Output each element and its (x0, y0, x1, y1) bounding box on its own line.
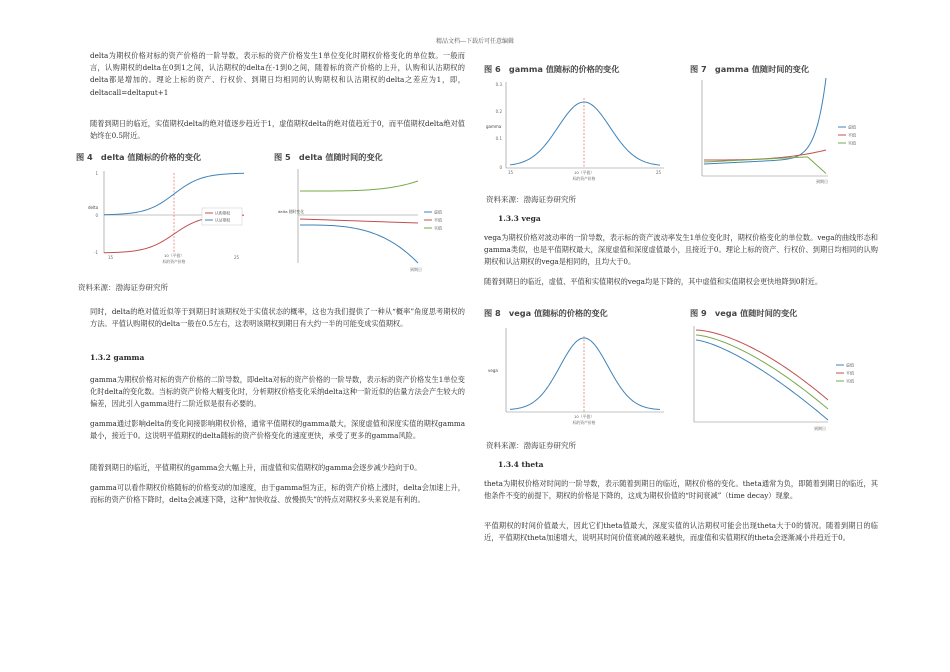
paragraph-gamma-expiry: 随着到期日的临近，平值期权的gamma会大幅上升，而虚值和实值期权的gamma会逐步减少趋向于0。 (90, 463, 422, 472)
center-label: 10（平值） (573, 414, 595, 419)
figure-9-title: 图 9 vega 值随时间的变化 (690, 308, 798, 318)
gamma-curve (510, 102, 660, 165)
source-note: 资料来源：渤海证券研究所 (486, 195, 576, 204)
x-axis-label: 标的资产价格 (572, 420, 596, 425)
paragraph-delta-definition: delta为期权价格对标的资产价格的一阶导数，表示标的资产价格发生1单位变化时期权价格变化的单位数。一般而言，认购期权的delta在0到1之间，认沽期权的delta在-1到0之间，随着标的资产价格的上升，认购和认沽期权的delta都是增加的。理论上标的资产、行权价、到期日均相同的认购期权和认沽期权的delta之差应为1，即，deltacall=deltaput+1 (90, 51, 465, 97)
section-heading-gamma: 1.3.2 gamma (90, 353, 145, 362)
x-tick: 25 (656, 170, 662, 175)
vega-curve (510, 338, 660, 410)
legend-label: 平值 (846, 370, 854, 376)
figure-9-chart (688, 322, 878, 434)
y-axis-label: delta 随时变化 (278, 209, 305, 214)
legend-label: 虚值 (434, 209, 442, 215)
y-tick: 0.2 (495, 109, 502, 114)
x-axis-label: 到期日 (410, 267, 422, 272)
y-tick: 0 (95, 213, 98, 218)
y-tick: 1 (95, 171, 98, 176)
atm-vega-curve (696, 330, 828, 400)
legend-label: 平值 (434, 217, 442, 223)
paragraph-delta-probability: 同时，delta的绝对值近似等于到期日时该期权处于实值状态的概率，这也为我们提供了一种从“概率”角度思考期权的方法。平值认购期权的delta一般在0.5左右，这表明该期权到期日有大约一半的可能变成实值期权。 (90, 307, 465, 329)
figure-7-chart (688, 76, 878, 186)
paragraph-vega-expiry: 随着到期日的临近，虚值、平值和实值期权的vega均是下降的，其中虚值和实值期权会更快地降到0附近。 (484, 277, 823, 286)
section-heading-theta: 1.3.4 theta (498, 460, 544, 469)
paragraph-theta-atm: 平值期权的时间价值最大，因此它们theta值最大，深度实值的认沽期权可能会出现theta大于0的情况。随着到期日的临近，平值期权theta加速增大，说明其时间价值衰减的越来越快，而虚值和实值期权的theta会逐渐减小并趋近于0。 (484, 521, 878, 543)
legend-label: 虚值 (846, 362, 854, 368)
center-label: 10（平值） (163, 253, 185, 258)
paragraph-delta-expiry: 随着到期日的临近，实值期权delta的绝对值逐步趋近于1，虚值期权delta的绝对值趋近于0，而平值期权delta绝对值始终在0.5附近。 (90, 119, 465, 141)
y-tick: 0.3 (495, 82, 502, 87)
otm-delta-curve (300, 225, 418, 263)
x-axis-label: 到期日 (816, 179, 828, 184)
figure-8-chart (484, 322, 680, 428)
x-tick: 15 (508, 170, 514, 175)
paragraph-gamma-atm: gamma通过影响delta的变化间接影响期权价格，通常平值期权的gamma最大，深度虚值和深度实值的期权gamma最小，接近于0。这说明平值期权的delta随标的资产价格变化的速度更快，承受了更多的gamma风险。 (90, 419, 465, 441)
y-axis-label: delta (88, 205, 99, 210)
figure-7-title: 图 7 gamma 值随时间的变化 (690, 64, 810, 74)
figure-8-title: 图 8 vega 值随标的价格的变化 (484, 308, 608, 318)
legend-label: 虚值 (848, 124, 856, 130)
paragraph-theta-definition: theta为期权价格对时间的一阶导数，表示随着到期日的临近，期权价格的变化。theta通常为负，即随着到期日的临近，其他条件不变的前提下，期权的价格是下降的，这成为期权价值的“时间衰减”（time decay）现象。 (484, 479, 878, 501)
source-note: 资料来源：渤海证券研究所 (78, 283, 168, 292)
section-heading-vega: 1.3.3 vega (498, 214, 541, 223)
legend-label: 实值 (434, 225, 442, 231)
page-header: 精品文档---下载后可任意编辑 (435, 38, 515, 45)
figure-6-title: 图 6 gamma 值随标的价格的变化 (484, 64, 620, 74)
y-tick: 0.1 (495, 136, 502, 141)
x-tick: 25 (234, 255, 240, 260)
y-axis-label: vega (488, 368, 498, 373)
y-axis-label: gamma (486, 124, 502, 129)
paragraph-vega-definition: vega为期权价格对波动率的一阶导数，表示标的资产波动率发生1单位变化时，期权价格变化的单位数。vega的曲线形态和gamma类似，也是平值期权最大，深度虚值和深度虚值最小，且接近于0。理论上标的资产、行权价、到期日均相同的认购期权和认沽期权的vega是相同的，且均大于0。 (484, 233, 878, 267)
figure-5-title: 图 5 delta 值随时间的变化 (274, 152, 383, 162)
itm-delta-curve (300, 181, 418, 191)
source-note: 资料来源：渤海证券研究所 (486, 441, 576, 450)
atm-delta-curve (300, 219, 418, 223)
center-label: 10（平值） (573, 170, 595, 175)
legend-label: 实值 (846, 378, 854, 384)
y-tick: -1 (94, 250, 98, 255)
x-tick: 15 (108, 255, 114, 260)
y-tick: 0 (499, 165, 502, 170)
x-axis-label: 标的资产价格 (162, 259, 186, 264)
legend-label: 认购期权 (215, 210, 231, 216)
figure-6-chart (484, 76, 680, 186)
x-axis-label: 到期日 (814, 426, 826, 431)
figure-4-title: 图 4 delta 值随标的价格的变化 (76, 152, 202, 162)
otm-vega-curve (696, 340, 828, 420)
figure-5-chart (272, 165, 460, 275)
paragraph-gamma-definition: gamma为期权价格对标的资产价格的二阶导数，即delta对标的资产价格的一阶导数，表示标的资产价格发生1单位变化时delta的变化数。当标的资产价格大幅变化时，分析期权价格变化采纳delta这种一阶近似的估量方法会产生较大的偏差，因此引入gamma进行二阶近似是很有必要的。 (90, 375, 465, 409)
atm-gamma-curve (704, 78, 826, 164)
legend-label: 认沽期权 (215, 217, 231, 223)
legend-label: 实值 (848, 140, 856, 146)
paragraph-gamma-acceleration: gamma可以看作期权价格随标的价格变动的加速度，由于gamma恒为正，标的资产价格上涨时，delta会加速上升，而标的资产价格下降时，delta会减速下降，这种“加快收益、放慢损失”的特点对期权多头来说是有利的。 (90, 483, 465, 505)
x-axis-label: 标的资产价格 (572, 176, 596, 181)
legend-label: 平值 (848, 132, 856, 138)
figure-4-chart (84, 165, 264, 265)
